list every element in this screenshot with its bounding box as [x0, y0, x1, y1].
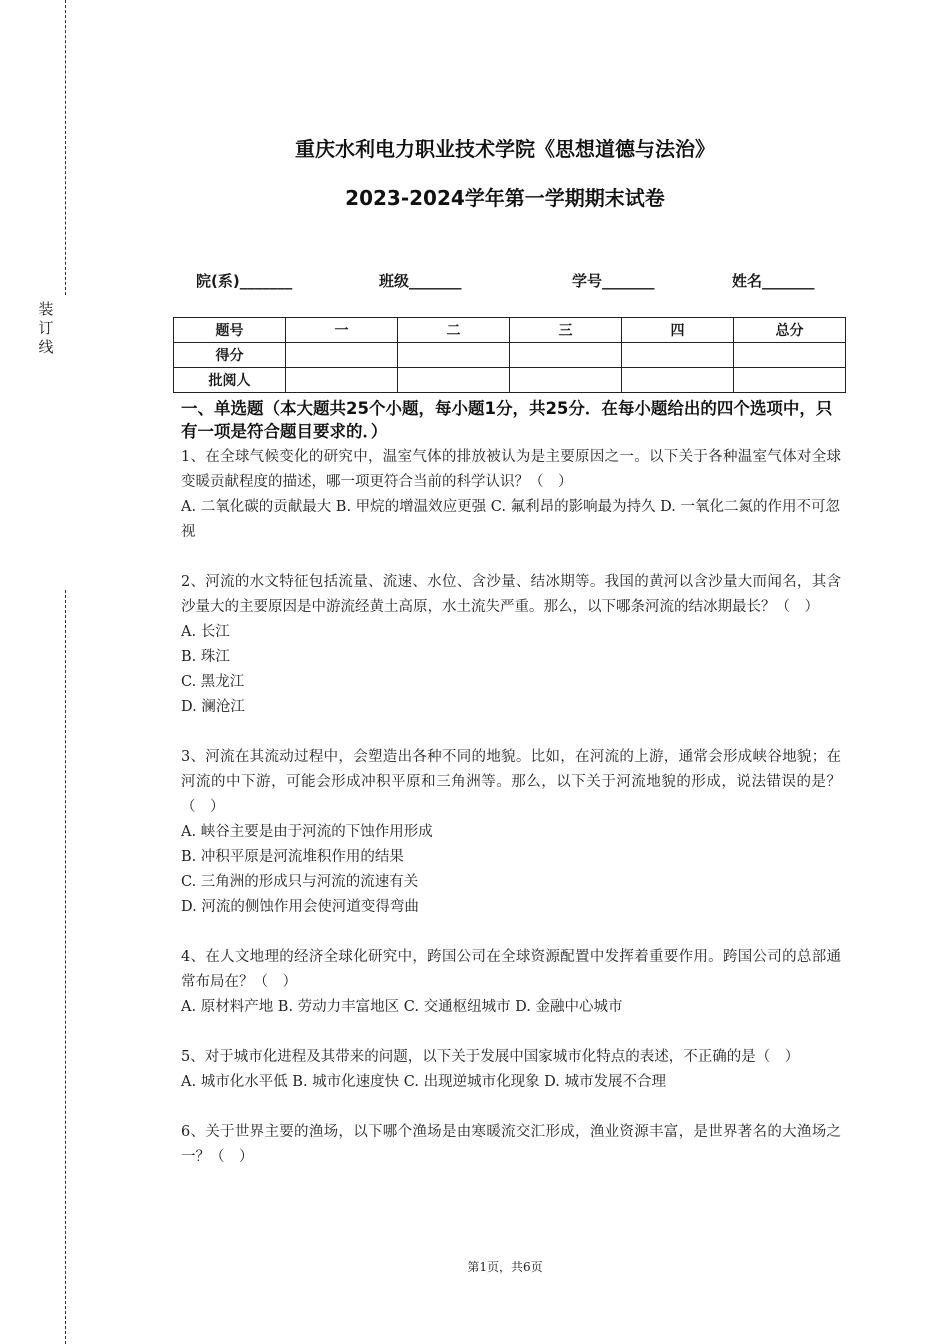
question-options: A. 原材料产地 B. 劳动力丰富地区 C. 交通枢纽城市 D. 金融中心城市 — [181, 999, 623, 1015]
binding-label: 装订线 — [38, 300, 54, 356]
question-5 — [181, 1045, 841, 1095]
question-4 — [181, 945, 841, 1020]
name-field[interactable]: 姓名_______ — [732, 272, 815, 290]
score-table-cell: 得分 — [174, 343, 286, 368]
question-list — [181, 445, 841, 1195]
student-info-row — [0, 270, 950, 292]
score-table-cell[interactable] — [510, 343, 622, 368]
score-table-row — [174, 343, 846, 368]
option-d: D. 河流的侧蚀作用会使河道变得弯曲 — [181, 899, 419, 915]
score-table-cell[interactable] — [510, 368, 622, 393]
question-stem: 3、河流在其流动过程中，会塑造出各种不同的地貌。比如，在河流的上游，通常会形成峡谷地貌；在河流的中下游，可能会形成冲积平原和三角洲等。那么，以下关于河流地貌的形成，说法错误的是？（ ） — [181, 749, 841, 815]
option-c: C. 黑龙江 — [181, 674, 245, 690]
question-3 — [181, 745, 841, 920]
question-stem: 6、关于世界主要的渔场，以下哪个渔场是由寒暖流交汇形成，渔业资源丰富，是世界著名的大渔场之一？（ ） — [181, 1124, 841, 1165]
option-a: A. 长江 — [181, 624, 230, 640]
score-table-cell: 四 — [622, 318, 734, 343]
score-table-cell[interactable] — [734, 343, 846, 368]
class-field[interactable]: 班级_______ — [379, 272, 462, 290]
score-table-cell: 二 — [398, 318, 510, 343]
score-table-cell[interactable] — [622, 343, 734, 368]
score-table-row — [174, 368, 846, 393]
question-stem: 1、在全球气候变化的研究中，温室气体的排放被认为是主要原因之一。以下关于各种温室气体对全球变暖贡献程度的描述，哪一项更符合当前的科学认识？（ ） — [181, 449, 841, 490]
option-b: B. 冲积平原是河流堆积作用的结果 — [181, 849, 404, 865]
score-table — [173, 317, 846, 393]
option-b: B. 珠江 — [181, 649, 230, 665]
score-table-cell: 批阅人 — [174, 368, 286, 393]
question-options: A. 城市化水平低 B. 城市化速度快 C. 出现逆城市化现象 D. 城市发展不合理 — [181, 1074, 667, 1090]
binding-line-bottom — [65, 590, 66, 1344]
exam-title-line2: 2023-2024学年第一学期期末试卷 — [345, 186, 665, 210]
question-1 — [181, 445, 841, 545]
option-a: A. 峡谷主要是由于河流的下蚀作用形成 — [181, 824, 433, 840]
question-options: A. 二氧化碳的贡献最大 B. 甲烷的增温效应更强 C. 氟利昂的影响最为持久 D. 一氧化二氮的作用不可忽视 — [181, 499, 841, 540]
score-table-cell: 三 — [510, 318, 622, 343]
score-table-cell[interactable] — [622, 368, 734, 393]
exam-title-line1: 重庆水利电力职业技术学院《思想道德与法治》 — [295, 137, 715, 161]
option-c: C. 三角洲的形成只与河流的流速有关 — [181, 874, 419, 890]
department-field[interactable]: 院(系)_______ — [196, 272, 293, 290]
score-table-cell[interactable] — [398, 343, 510, 368]
score-table-cell[interactable] — [286, 343, 398, 368]
score-table-cell[interactable] — [286, 368, 398, 393]
score-table-cell: 一 — [286, 318, 398, 343]
score-table-cell: 题号 — [174, 318, 286, 343]
score-table-cell: 总分 — [734, 318, 846, 343]
page-footer: 第1页，共6页 — [467, 1260, 543, 1274]
question-stem: 2、河流的水文特征包括流量、流速、水位、含沙量、结冰期等。我国的黄河以含沙量大而闻名，其含沙量大的主要原因是中游流经黄土高原，水土流失严重。那么，以下哪条河流的结冰期最长？（ ） — [181, 574, 841, 615]
question-2 — [181, 570, 841, 720]
score-table-header-row — [174, 318, 846, 343]
question-stem: 4、在人文地理的经济全球化研究中，跨国公司在全球资源配置中发挥着重要作用。跨国公司的总部通常布局在？（ ） — [181, 949, 841, 990]
score-table-cell[interactable] — [398, 368, 510, 393]
student-id-field[interactable]: 学号_______ — [572, 272, 655, 290]
option-d: D. 澜沧江 — [181, 699, 245, 715]
question-stem: 5、对于城市化进程及其带来的问题，以下关于发展中国家城市化特点的表述，不正确的是（ ） — [181, 1049, 800, 1065]
section-heading: 一、单选题（本大题共25个小题，每小题1分，共25分．在每小题给出的四个选项中，只有一项是符合题目要求的．） — [181, 399, 833, 441]
question-6 — [181, 1120, 841, 1170]
score-table-cell[interactable] — [734, 368, 846, 393]
